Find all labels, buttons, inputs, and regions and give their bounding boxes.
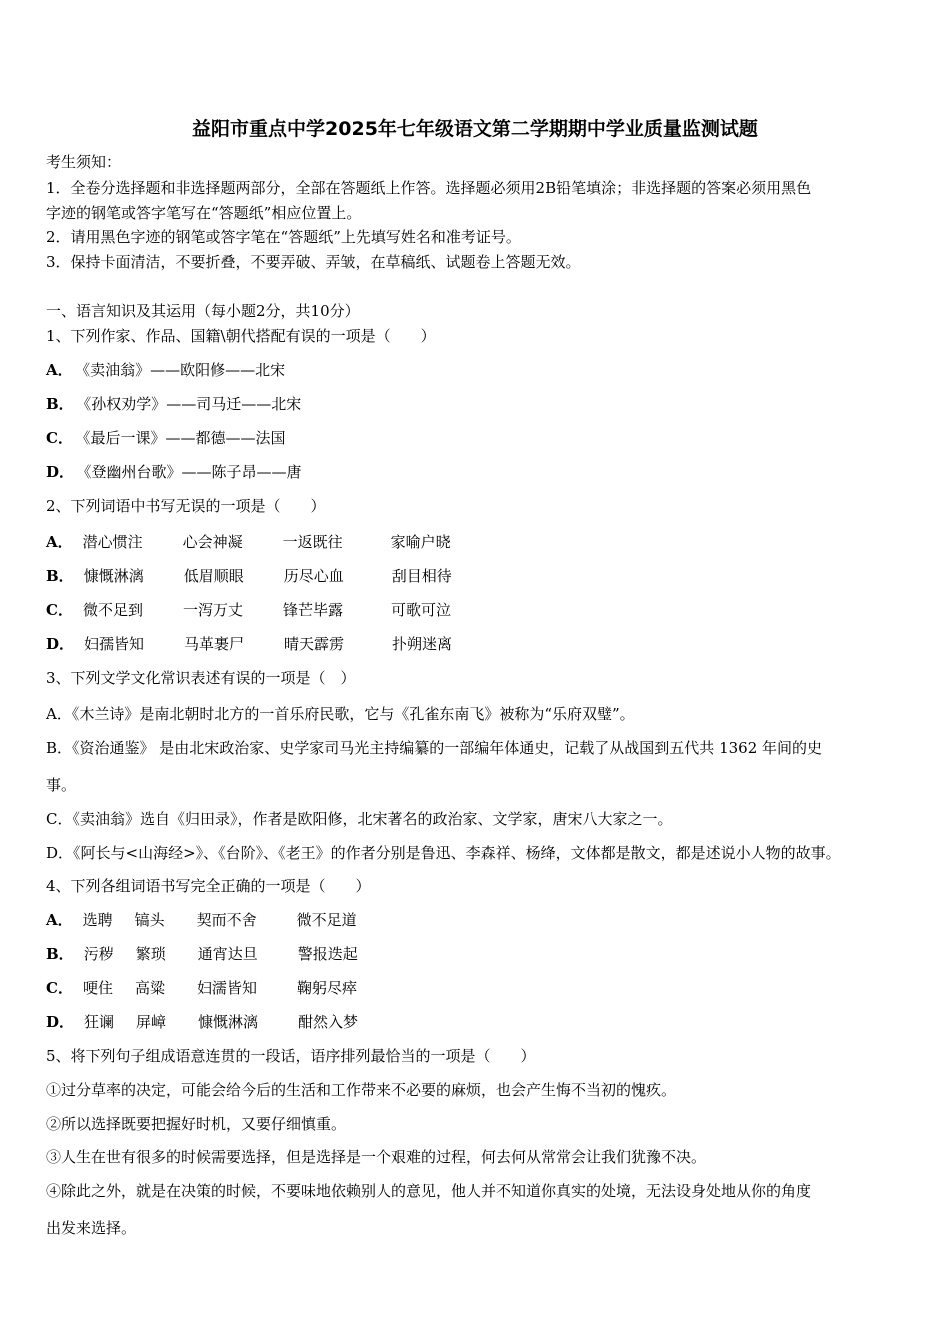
option-word: 污秽 bbox=[83, 945, 114, 963]
q5-sentence-4-cont: 出发来选择。 bbox=[46, 1219, 137, 1237]
q2-option-a bbox=[46, 532, 451, 552]
q4-option-c bbox=[46, 978, 357, 998]
option-label: A． bbox=[46, 911, 73, 929]
option-text: 《孙权劝学》——司马迁——北宋 bbox=[83, 395, 302, 413]
option-word: 一返既往 bbox=[282, 533, 343, 551]
option-text: 《卖油翁》——欧阳修——北宋 bbox=[82, 361, 286, 379]
notice-line: 3．保持卡面清洁，不要折叠，不要弄破、弄皱，在草稿纸、试题卷上答题无效。 bbox=[46, 253, 581, 271]
option-word: 微不足到 bbox=[82, 601, 143, 619]
notice-line: 字迹的钢笔或答字笔写在“答题纸”相应位置上。 bbox=[46, 204, 362, 222]
q4-option-b bbox=[46, 944, 358, 964]
option-word: 可歌可泣 bbox=[390, 601, 451, 619]
notice-heading: 考生须知： bbox=[46, 153, 122, 171]
option-label: B． bbox=[46, 945, 74, 963]
option-word: 家喻户晓 bbox=[390, 533, 451, 551]
question-4-stem: 4、下列各组词语书写完全正确的一项是（ ） bbox=[46, 877, 371, 895]
option-word: 繁琐 bbox=[135, 945, 166, 963]
option-word: 低眉顺眼 bbox=[183, 567, 244, 585]
notice-line: 1．全卷分选择题和非选择题两部分，全部在答题纸上作答。选择题必须用2B铅笔填涂；非选择题的答案必须用黑色 bbox=[46, 179, 812, 197]
option-word: 锋芒毕露 bbox=[282, 601, 343, 619]
q1-option-d bbox=[46, 462, 302, 482]
option-word: 刮目相待 bbox=[391, 567, 452, 585]
q2-option-c bbox=[46, 600, 451, 620]
option-word: 妇孺皆知 bbox=[84, 635, 145, 653]
option-word: 哽住 bbox=[82, 979, 113, 997]
option-label: D． bbox=[46, 463, 75, 481]
q2-option-d bbox=[46, 634, 452, 654]
q4-option-a bbox=[46, 910, 357, 930]
notice-line: 2．请用黑色字迹的钢笔或答字笔在“答题纸”上先填写姓名和准考证号。 bbox=[46, 228, 521, 246]
option-word: 酣然入梦 bbox=[298, 1013, 359, 1031]
q5-sentence-4: ④除此之外，就是在决策的时候，不要味地依赖别人的意见，他人并不知道你真实的处境，无法设身处地从你的角度 bbox=[46, 1182, 812, 1200]
page-title: 益阳市重点中学2025年七年级语文第二学期期中学业质量监测试题 bbox=[192, 118, 758, 140]
question-5-stem: 5、将下列句子组成语意连贯的一段话，语序排列最恰当的一项是（ ） bbox=[46, 1047, 536, 1065]
option-word: 慷慨淋漓 bbox=[83, 567, 144, 585]
option-label: C． bbox=[46, 601, 73, 619]
q5-sentence-3: ③人生在世有很多的时候需要选择，但是选择是一个艰难的过程，何去何从常常会让我们犹豫不决。 bbox=[46, 1148, 707, 1166]
q3-option-a: A．《木兰诗》是南北朝时北方的一首乐府民歌，它与《孔雀东南飞》被称为“乐府双璧”。 bbox=[46, 705, 635, 723]
section-heading: 一、语言知识及其运用（每小题2分，共10分） bbox=[46, 302, 360, 320]
option-word: 警报迭起 bbox=[297, 945, 358, 963]
option-label: D． bbox=[46, 635, 75, 653]
q1-option-b bbox=[46, 394, 301, 414]
option-label: C． bbox=[46, 979, 73, 997]
option-word: 扑朔迷离 bbox=[392, 635, 453, 653]
question-3-stem: 3、下列文学文化常识表述有误的一项是（ ） bbox=[46, 669, 356, 687]
option-label: A． bbox=[46, 533, 73, 551]
q5-sentence-2: ②所以选择既要把握好时机，又要仔细慎重。 bbox=[46, 1115, 347, 1133]
q4-option-d bbox=[46, 1012, 358, 1032]
option-word: 潜心惯注 bbox=[82, 533, 143, 551]
option-word: 晴天霹雳 bbox=[284, 635, 345, 653]
q3-option-c: C．《卖油翁》选自《归田录》，作者是欧阳修，北宋著名的政治家、文学家，唐宋八大家之一。 bbox=[46, 810, 673, 828]
q3-option-d: D．《阿长与<山海经>》、《台阶》、《老王》的作者分别是鲁迅、李森祥、杨绛，文体都是散文，都是述说小人物的故事。 bbox=[46, 844, 841, 862]
option-label: C． bbox=[46, 429, 73, 447]
q1-option-a bbox=[46, 360, 285, 380]
option-text: 《登幽州台歌》——陈子昂——唐 bbox=[84, 463, 302, 481]
option-word: 镐头 bbox=[134, 911, 165, 929]
option-label: A． bbox=[46, 361, 73, 379]
option-word: 微不足道 bbox=[296, 911, 357, 929]
q3-option-b-cont: 事。 bbox=[46, 776, 77, 794]
question-1-stem: 1、下列作家、作品、国籍\朝代搭配有误的一项是（ ） bbox=[46, 327, 436, 345]
option-word: 通宵达旦 bbox=[197, 945, 258, 963]
q2-option-b bbox=[46, 566, 452, 586]
option-label: B． bbox=[46, 395, 74, 413]
option-word: 契而不舍 bbox=[196, 911, 257, 929]
option-word: 一泻万丈 bbox=[182, 601, 243, 619]
option-word: 慷慨淋漓 bbox=[198, 1013, 259, 1031]
option-word: 心会神凝 bbox=[182, 533, 243, 551]
option-word: 妇濡皆知 bbox=[196, 979, 257, 997]
option-word: 历尽心血 bbox=[283, 567, 344, 585]
option-word: 马革裹尸 bbox=[184, 635, 245, 653]
question-2-stem: 2、下列词语中书写无误的一项是（ ） bbox=[46, 497, 326, 515]
q5-sentence-1: ①过分草率的决定，可能会给今后的生活和工作带来不必要的麻烦，也会产生悔不当初的愧疚。 bbox=[46, 1081, 677, 1099]
q1-option-c bbox=[46, 428, 285, 448]
option-text: 《最后一课》——都德——法国 bbox=[82, 429, 286, 447]
q3-option-b: B．《资治通鉴》 是由北宋政治家、史学家司马光主持编纂的一部编年体通史，记载了从战国到五代共 1362 年间的史 bbox=[46, 739, 823, 757]
option-word: 屏嶂 bbox=[136, 1013, 167, 1031]
option-word: 狂谰 bbox=[84, 1013, 115, 1031]
option-label: D． bbox=[46, 1013, 75, 1031]
option-word: 选聘 bbox=[82, 911, 113, 929]
option-label: B． bbox=[46, 567, 74, 585]
option-word: 高粱 bbox=[134, 979, 165, 997]
option-word: 鞠躬尽瘁 bbox=[296, 979, 357, 997]
